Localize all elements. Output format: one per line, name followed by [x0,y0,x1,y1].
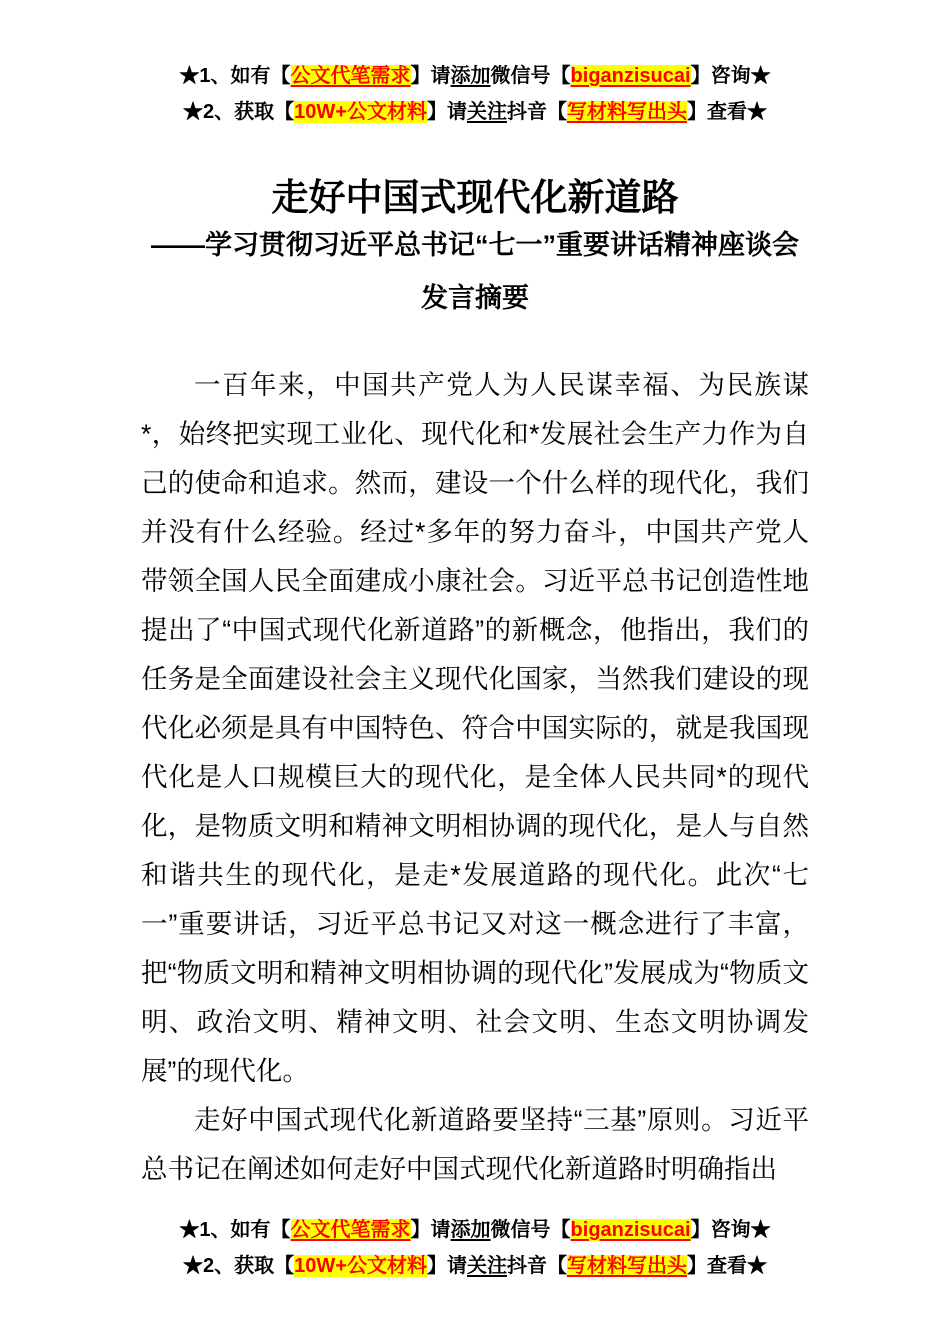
document-subtitle-line-2: 发言摘要 [421,283,529,313]
promo-text: 】查看★ [686,101,767,123]
promo-text: 】请 [410,65,451,87]
body-paragraph-1: 一百年来，中国共产党人为人民谋幸福、为民族谋*，始终把实现工业化、现代化和*发展社会生产力作为自己的使命和追求。然而，建设一个什么样的现代化，我们并没有什么经验。经过*多年的努力奋斗，中国共产党人带领全国人民全面建成小康社会。习近平总书记创造性地提出了“中国式现代化新道路”的新概念，他指出，我们的任务是全面建设社会主义现代化国家，当然我们建设的现代化必须是具有中国特色、符合中国实际的，就是我国现代化是人口规模巨大的现代化，是全体人民共同*的现代化，是物质文明和精神文明相协调的现代化，是人与自然和谐共生的现代化，是走*发展道路的现代化。此次“七一”重要讲话，习近平总书记又对这一概念进行了丰富，把“物质文明和精神文明相协调的现代化”发展成为“物质文明、政治文明、精神文明、社会文明、生态文明协调发展”的现代化。 [141,370,809,1086]
promo-footer-line-1 [0,1212,950,1248]
promo-highlight-service: 公文代笔需求 [290,1219,411,1241]
promo-text: 】请 [410,1219,451,1241]
promo-highlight-materials: 10W+公文材料 [294,1255,427,1277]
document-subtitle-line-1: ——学习贯彻习近平总书记“七一”重要讲话精神座谈会 [151,230,799,260]
promo-header-line-1 [0,58,950,94]
promo-text: 抖音【 [506,1255,567,1277]
promo-highlight-service: 公文代笔需求 [290,65,411,87]
promo-footer [0,1212,950,1284]
promo-highlight-wechat-id: biganzisucai [570,1219,691,1241]
promo-text: 微信号【 [490,1219,571,1241]
promo-text: 】查看★ [686,1255,767,1277]
promo-text: 】咨询★ [690,65,771,87]
promo-text: 】咨询★ [690,1219,771,1241]
promo-highlight-wechat-id: biganzisucai [570,65,691,87]
document-body [141,361,809,1194]
promo-text: 】请 [426,1255,467,1277]
promo-underline-add: 添加 [450,1219,491,1241]
promo-text: 微信号【 [490,65,571,87]
promo-text: 】请 [426,101,467,123]
document-subtitle [0,219,950,325]
promo-header-line-2 [0,94,950,130]
promo-underline-follow: 关注 [466,101,507,123]
promo-highlight-douyin-id: 写材料写出头 [566,101,687,123]
promo-footer-line-2 [0,1248,950,1284]
promo-underline-add: 添加 [450,65,491,87]
promo-text: ★2、获取【 [183,1255,295,1277]
promo-text: ★1、如有【 [179,1219,291,1241]
promo-text: 抖音【 [506,101,567,123]
promo-underline-follow: 关注 [466,1255,507,1277]
promo-text: ★1、如有【 [179,65,291,87]
promo-text: ★2、获取【 [183,101,295,123]
promo-highlight-douyin-id: 写材料写出头 [566,1255,687,1277]
document-title: 走好中国式现代化新道路 [271,177,679,218]
promo-highlight-materials: 10W+公文材料 [294,101,427,123]
body-paragraph-2: 走好中国式现代化新道路要坚持“三基”原则。习近平总书记在阐述如何走好中国式现代化新道路时明确指出 [141,1105,809,1184]
promo-header [0,58,950,130]
